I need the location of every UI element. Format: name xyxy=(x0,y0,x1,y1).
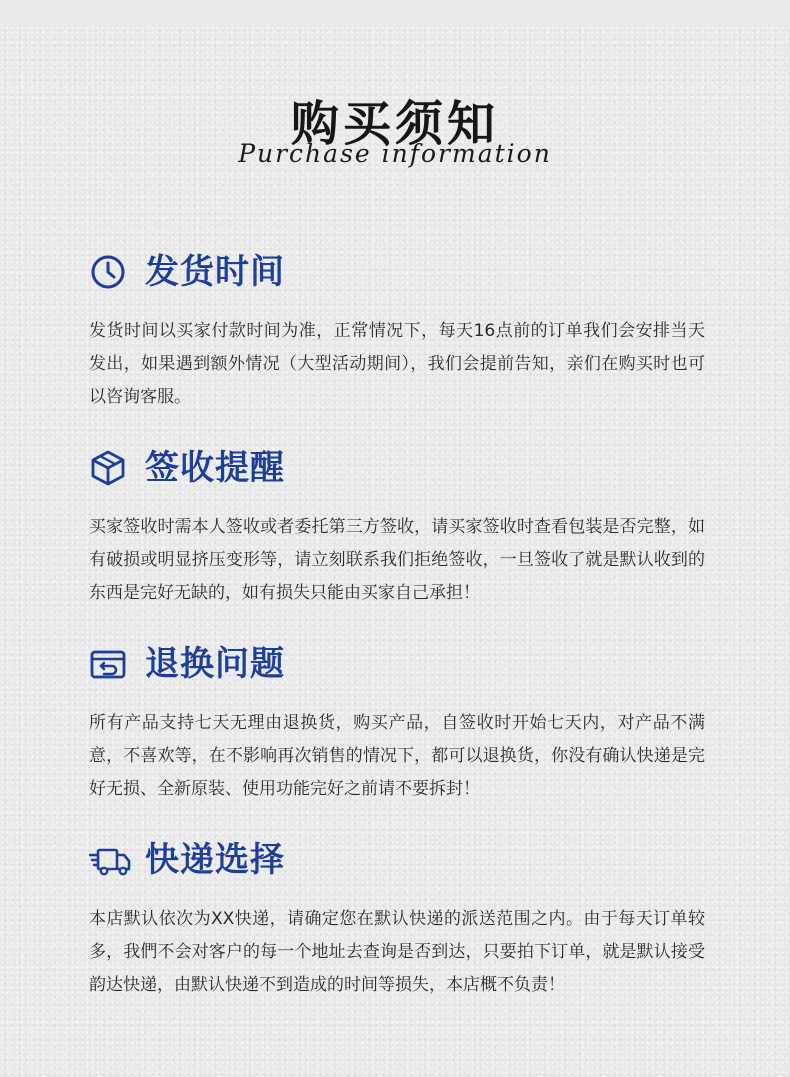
section-header xyxy=(89,247,709,297)
return-icon xyxy=(89,645,127,683)
section-text: 买家签收时需本人签收或者委托第三方签收，请买家签收时查看包装是否完整，如有破损或明显挤压变形等，请立刻联系我们拒绝签收，一旦签收了就是默认收到的东西是完好无缺的，如有损失只能由买家自己承担！ xyxy=(89,517,705,603)
clock-icon xyxy=(89,253,127,291)
section-text: 本店默认依次为XX快递，请确定您在默认快递的派送范围之内。由于每天订单较多，我們不会对客户的每一个地址去查询是否到达，只要拍下订单，就是默认接受韵达快递，由默认快递不到造成的时间等损失，本店概不负责！ xyxy=(89,909,705,995)
package-icon xyxy=(89,449,127,487)
section-text: 所有产品支持七天无理由退换货，购买产品，自签收时开始七天内，对产品不满意，不喜欢等，在不影响再次销售的情况下，都可以退换货，你没有确认快递是完好无损、全新原装、使用功能完好之前请不要拆封！ xyxy=(89,713,705,799)
section-returns xyxy=(89,639,709,806)
section-shipping-time xyxy=(89,247,709,414)
section-text: 发货时间以买家付款时间为准，正常情况下，每天16点前的订单我们会安排当天发出，如果遇到额外情况（大型活动期间），我们会提前告知，亲们在购买时也可以咨询客服。 xyxy=(89,321,705,407)
section-courier-choice xyxy=(89,835,709,1002)
section-header xyxy=(89,443,709,493)
delivery-truck-icon xyxy=(89,841,131,879)
section-header xyxy=(89,835,709,885)
section-title: 快递选择 xyxy=(145,840,285,880)
section-title: 签收提醒 xyxy=(145,448,285,488)
section-signing-reminder xyxy=(89,443,709,610)
page-title: 购买须知 xyxy=(290,96,499,152)
section-title: 退换问题 xyxy=(145,644,285,684)
section-title: 发货时间 xyxy=(145,252,285,292)
section-header xyxy=(89,639,709,689)
page-subtitle: Purchase information xyxy=(238,139,552,168)
